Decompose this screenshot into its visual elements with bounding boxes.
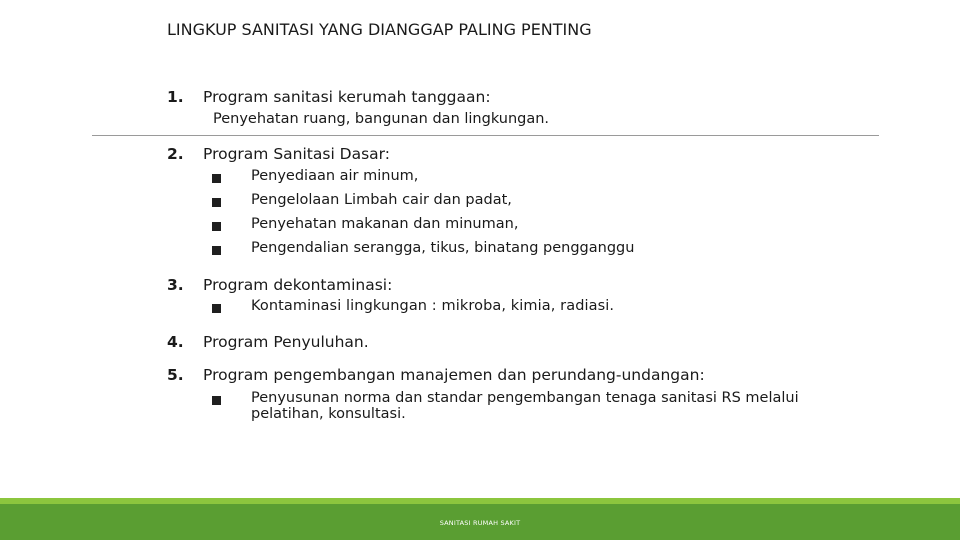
item-heading: Program Penyuluhan. [203, 333, 369, 351]
bullet-text: Penyediaan air minum, [251, 168, 419, 184]
square-bullet-icon [212, 198, 221, 207]
list-item [212, 168, 812, 190]
footer-accent-strip [0, 498, 960, 504]
footer-label: SANITASI RUMAH SAKIT [439, 519, 521, 527]
item-number: 1. [167, 88, 184, 106]
list-item [212, 216, 812, 238]
bullet-text: Kontaminasi lingkungan : mikroba, kimia, radiasi. [251, 298, 615, 314]
slide-title: LINGKUP SANITASI YANG DIANGGAP PALING PENTING [167, 20, 592, 39]
divider-line [92, 135, 879, 136]
square-bullet-icon [212, 304, 221, 313]
item-heading: Program sanitasi kerumah tanggaan: [203, 88, 491, 106]
item-number: 4. [167, 333, 184, 351]
item-heading: Program dekontaminasi: [203, 276, 393, 294]
square-bullet-icon [212, 222, 221, 231]
list-item [212, 192, 812, 214]
item-number: 3. [167, 276, 184, 294]
item-number: 2. [167, 145, 184, 163]
item-heading: Program pengembangan manajemen dan perundang-undangan: [203, 366, 705, 384]
square-bullet-icon [212, 174, 221, 183]
bullet-text: Penyehatan makanan dan minuman, [251, 216, 519, 232]
list-item [212, 298, 812, 320]
square-bullet-icon [212, 396, 221, 405]
item-heading: Program Sanitasi Dasar: [203, 145, 391, 163]
item-subtext: Penyehatan ruang, bangunan dan lingkungan. [213, 111, 550, 127]
item-number: 5. [167, 366, 184, 384]
list-item [212, 240, 812, 262]
bullet-text: Pengelolaan Limbah cair dan padat, [251, 192, 512, 208]
bullet-text: Pengendalian serangga, tikus, binatang pengganggu [251, 240, 635, 256]
bullet-text: Penyusunan norma dan standar pengembangan tenaga sanitasi RS melalui pelatihan, konsultasi. [251, 390, 799, 422]
square-bullet-icon [212, 246, 221, 255]
